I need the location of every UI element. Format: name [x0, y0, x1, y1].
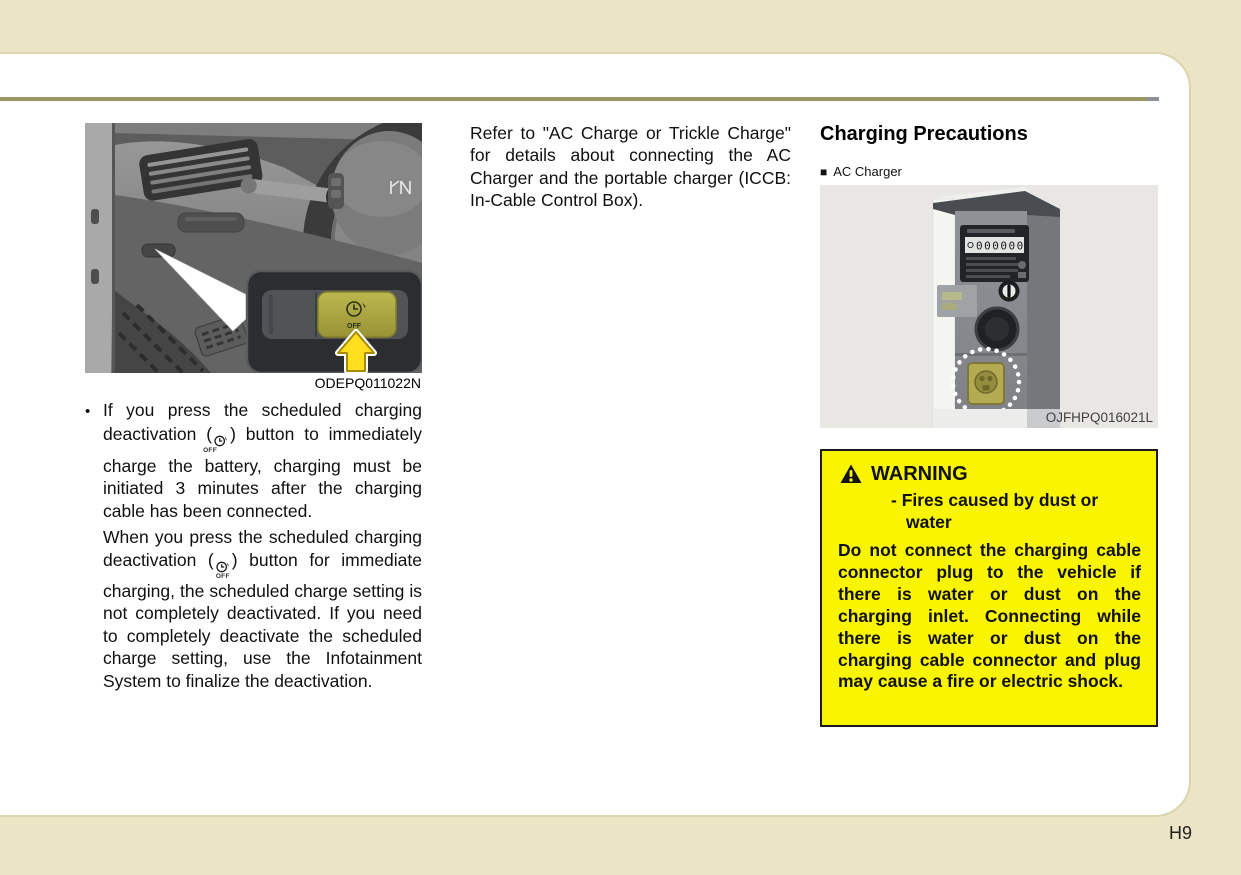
ac-charger-figure	[820, 185, 1158, 428]
charger-label-plate	[937, 285, 977, 317]
paragraph2-post: ) button for immediate charging, the scheduled charge setting is not completely deactivated. If you need to completely deactivate the scheduled charge setting, use the Infotainment System to finalize the deactivation.	[103, 549, 422, 691]
figure-code: OJFHPQ016021L	[1045, 410, 1153, 425]
page-number: H9	[1169, 823, 1193, 843]
right-column	[820, 54, 1158, 727]
warning-triangle-icon	[840, 464, 862, 484]
second-paragraph	[85, 526, 422, 692]
square-bullet-icon: ■	[820, 164, 828, 179]
charger-connector	[976, 308, 1018, 350]
warning-subtitle: - Fires caused by dust or water	[891, 490, 1099, 532]
bullet-marker: •	[85, 403, 91, 420]
warning-box	[820, 449, 1158, 727]
ac-charger-illustration	[820, 185, 1158, 428]
left-column	[85, 54, 422, 692]
section-heading: Charging Precautions	[820, 123, 1028, 145]
scheduled-charging-off-icon: OFF	[214, 435, 228, 455]
refer-paragraph: Refer to "AC Charge or Trickle Charge" for details about connecting the AC Charger and the portable charger (ICCB: In-Cable Control Box).	[470, 123, 791, 211]
warning-title: WARNING	[871, 463, 968, 485]
key-cylinder	[999, 281, 1020, 302]
scheduled-charging-off-icon	[216, 561, 230, 581]
bullet-text-post: ) button to immediately charge the battery, charging must be initiated 3 minutes after the charging cable has been connected.	[103, 424, 422, 521]
charger-meter-display	[960, 225, 1029, 282]
warning-body: Do not connect the charging cable connector plug to the vehicle if there is water or dust on the charging inlet. Connecting while there is water or dust on the charging cable connector and plug may cause a fire or electric shock.	[838, 540, 1141, 692]
inset-off-label: OFF	[347, 323, 361, 330]
dashboard-illustration	[85, 123, 422, 373]
warning-header	[838, 462, 1141, 486]
dashboard-figure	[85, 123, 422, 393]
manual-page	[0, 52, 1191, 817]
bullet-text-pre: If you press the scheduled charging deactivation (	[103, 400, 422, 445]
figure-code: ODEPQ011022N	[314, 375, 421, 391]
figure-label-text: AC Charger	[833, 164, 902, 179]
paragraph2-pre: When you press the scheduled charging deactivation (	[103, 527, 422, 570]
button-inset	[247, 271, 422, 373]
figure-sub-label	[820, 164, 1158, 179]
bullet-paragraph	[85, 399, 422, 522]
off-label: OFF	[215, 572, 230, 580]
meter-digits: 000000	[976, 239, 1025, 253]
middle-column	[470, 54, 791, 212]
